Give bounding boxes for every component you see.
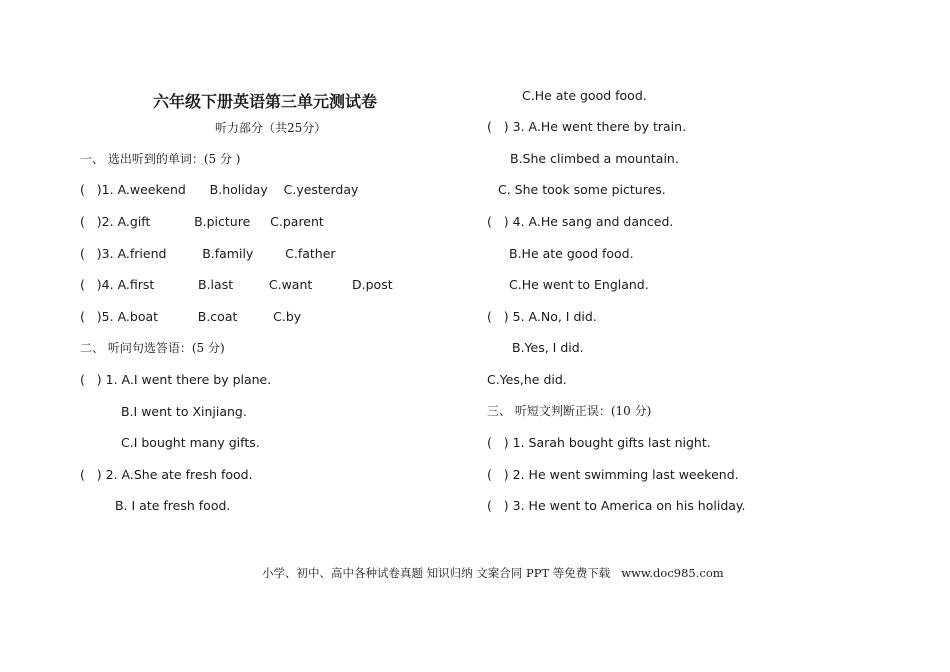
s1-question-2: ( )2. A.gift B.picture C.parent: [80, 214, 324, 229]
listening-subtitle: 听力部分（共25分）: [215, 121, 327, 135]
page-title: 六年级下册英语第三单元测试卷: [153, 92, 378, 111]
s2-question-5-b: B.Yes, I did.: [512, 340, 584, 355]
s2-question-1-c: C.I bought many gifts.: [121, 435, 260, 450]
s2-question-2-a: ( ) 2. A.She ate fresh food.: [80, 467, 253, 482]
section-2-heading: 二、 听问句选答语：(5 分): [80, 341, 225, 355]
s1-question-4: ( )4. A.first B.last C.want D.post: [80, 277, 393, 292]
s2-question-2-b: B. I ate fresh food.: [115, 498, 231, 513]
s2-question-1-b: B.I went to Xinjiang.: [121, 404, 247, 419]
s2-question-4-a: ( ) 4. A.He sang and danced.: [487, 214, 674, 229]
s3-question-2: ( ) 2. He went swimming last weekend.: [487, 467, 739, 482]
s2-question-5-c: C.Yes,he did.: [487, 372, 567, 387]
s2-question-3-b: B.She climbed a mountain.: [510, 151, 679, 166]
s2-question-4-b: B.He ate good food.: [509, 246, 634, 261]
s1-question-3: ( )3. A.friend B.family C.father: [80, 246, 336, 261]
s1-question-1: ( )1. A.weekend B.holiday C.yesterday: [80, 182, 359, 197]
s2-question-3-c: C. She took some pictures.: [498, 182, 666, 197]
s2-question-5-a: ( ) 5. A.No, I did.: [487, 309, 597, 324]
s1-question-5: ( )5. A.boat B.coat C.by: [80, 309, 302, 324]
s2-question-4-c: C.He went to England.: [509, 277, 649, 292]
footer-download-note: 小学、初中、高中各种试卷真题 知识归纳 文案合同 PPT 等免费下载 www.doc985.com: [262, 566, 724, 580]
s3-question-3: ( ) 3. He went to America on his holiday.: [487, 498, 746, 513]
section-3-heading: 三、 听短文判断正误：(10 分): [487, 404, 652, 418]
s2-question-3-a: ( ) 3. A.He went there by train.: [487, 119, 687, 134]
s2-question-2-c: C.He ate good food.: [522, 88, 647, 103]
section-1-heading: 一、 选出听到的单词：(5 分 ): [80, 152, 241, 166]
s3-question-1: ( ) 1. Sarah bought gifts last night.: [487, 435, 711, 450]
s2-question-1-a: ( ) 1. A.I went there by plane.: [80, 372, 272, 387]
